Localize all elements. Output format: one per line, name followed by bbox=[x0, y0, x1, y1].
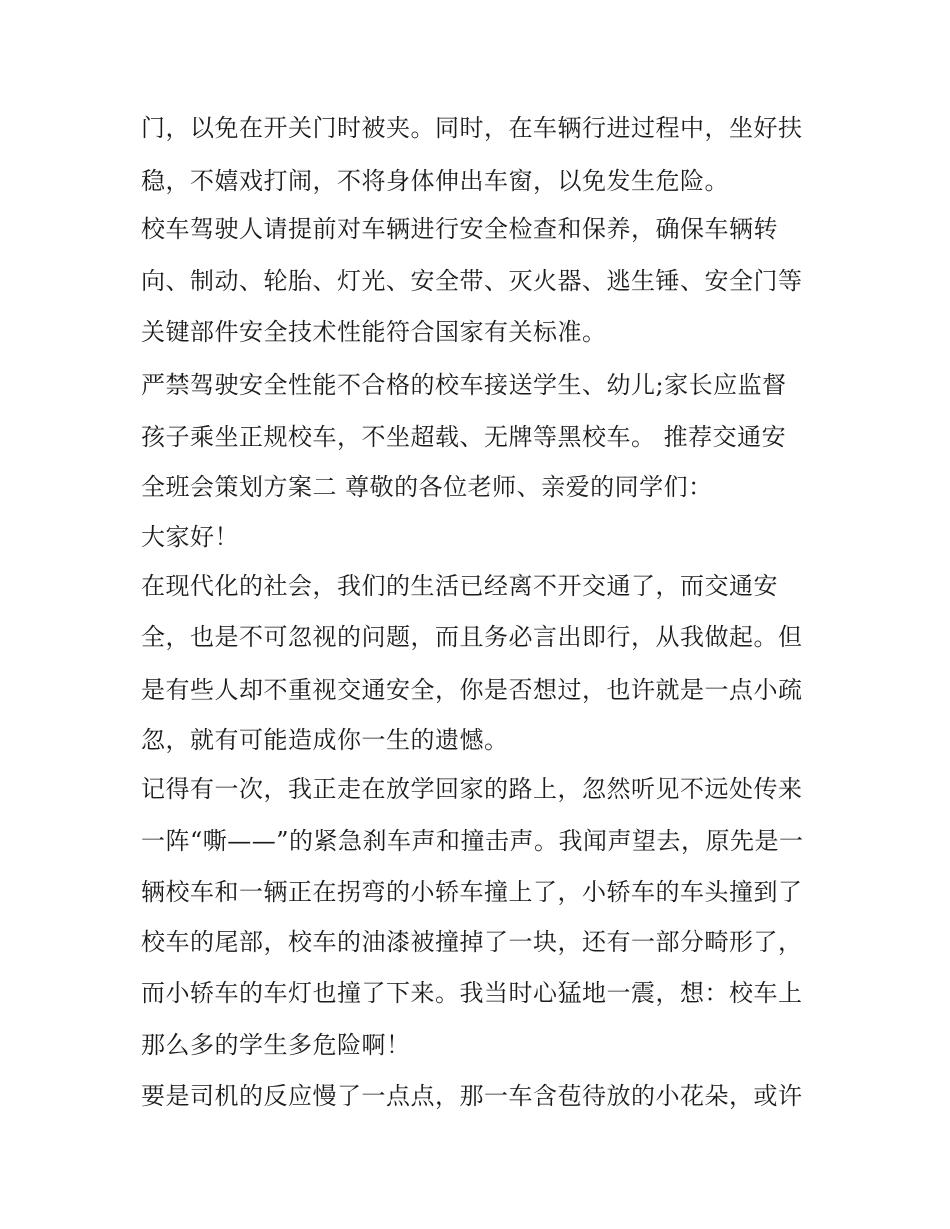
text-line: 一阵“嘶——”的紧急刹车声和撞击声。我闻声望去，原先是一 bbox=[141, 827, 804, 855]
text-line: 那么多的学生多危险啊！ bbox=[141, 1031, 411, 1059]
text-line: 忽，就有可能造成你一生的遗憾。 bbox=[141, 726, 509, 754]
text-line: 是有些人却不重视交通安全，你是否想过，也许就是一点小疏 bbox=[141, 676, 803, 704]
text-line: 要是司机的反应慢了一点点，那一车含苞待放的小花朵，或许 bbox=[141, 1082, 803, 1110]
text-line: 稳，不嬉戏打闹，不将身体伸出车窗，以免发生危险。 bbox=[141, 167, 729, 195]
text-line: 而小轿车的车灯也撞了下来。我当时心猛地一震，想：校车上 bbox=[141, 979, 803, 1007]
text-line: 严禁驾驶安全性能不合格的校车接送学生、幼儿;家长应监督 bbox=[141, 371, 787, 399]
text-line: 记得有一次，我正走在放学回家的路上，忽然听见不远处传来 bbox=[141, 775, 803, 803]
text-line: 在现代化的社会，我们的生活已经离不开交通了，而交通安 bbox=[141, 572, 778, 600]
text-line: 关键部件安全技术性能符合国家有关标准。 bbox=[141, 318, 607, 346]
text-line: 全，也是不可忽视的问题，而且务必言出即行，从我做起。但 bbox=[141, 623, 803, 651]
text-line: 校车驾驶人请提前对车辆进行安全检查和保养，确保车辆转 bbox=[141, 215, 778, 243]
text-line: 大家好！ bbox=[141, 523, 239, 551]
text-line: 孩子乘坐正规校车，不坐超载、无牌等黑校车。 推荐交通安 bbox=[141, 423, 787, 451]
text-line: 辆校车和一辆正在拐弯的小轿车撞上了，小轿车的车头撞到了 bbox=[141, 878, 803, 906]
text-line: 校车的尾部，校车的油漆被撞掉了一块，还有一部分畸形了， bbox=[141, 928, 803, 956]
text-line: 全班会策划方案二 尊敬的各位老师、亲爱的同学们： bbox=[141, 473, 713, 501]
text-line: 向、制动、轮胎、灯光、安全带、灭火器、逃生锤、安全门等 bbox=[141, 267, 803, 295]
text-line: 门，以免在开关门时被夹。同时，在车辆行进过程中，坐好扶 bbox=[141, 114, 803, 142]
